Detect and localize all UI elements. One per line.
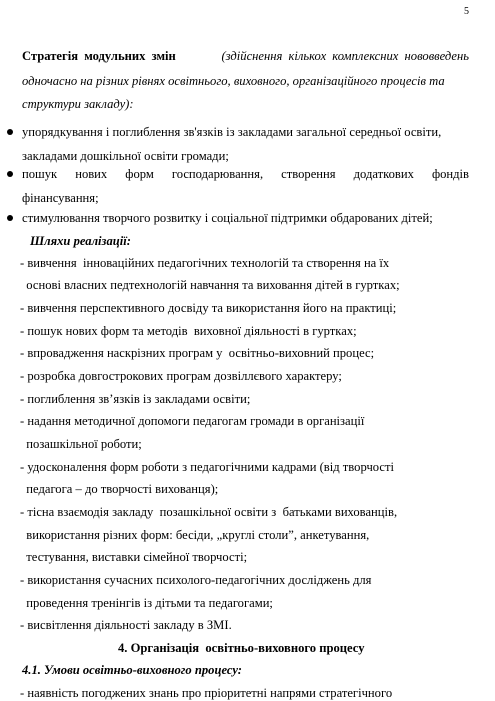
strategy-desc-line-2: одночасно на різних рівнях освітнього, виховного, організаційного процесів та [22, 74, 445, 88]
page-number: 5 [464, 6, 469, 17]
bullet-1-line-1: упорядкування і поглиблення зв'язків із закладами загальної середньої освіти, [22, 125, 442, 139]
ways-line: - використання сучасних психолого-педагогічних досліджень для [20, 573, 372, 587]
word: додаткових [353, 167, 414, 181]
strategy-title: Стратегія модульних змін [22, 49, 176, 63]
ways-line: - вивчення інноваційних педагогічних технологій та створення на їх [20, 256, 390, 270]
ways-line: позашкільної роботи; [20, 437, 142, 451]
ways-line: основі власних педтехнологій навчання та виховання дітей в гуртках; [20, 278, 400, 292]
ways-line: проведення тренінгів із дітьми та педагогами; [20, 596, 273, 610]
section-4-title: 4. Організація освітньо-виховного процесу [118, 641, 365, 655]
ways-line: тестування, виставки сімейної творчості; [20, 550, 248, 564]
ways-heading: Шляхи реалізації: [30, 234, 131, 248]
word: пошук [22, 167, 58, 181]
ways-line: - тісна взаємодія закладу позашкільної освіти з батьками вихованців, [20, 505, 398, 519]
word: фондів [431, 167, 469, 181]
ways-line: - впровадження наскрізних програм у освітньо-виховний процес; [20, 346, 375, 360]
strategy-line-1 [22, 48, 469, 64]
ways-line: - удосконалення форм роботи з педагогічними кадрами (від творчості [20, 460, 394, 474]
bullet-2-line-2: фінансування; [22, 191, 99, 205]
section-4-1-subtitle: 4.1. Умови освітньо-виховного процесу: [22, 663, 242, 677]
ways-line: - розробка довгострокових програм дозвіллєвого характеру; [20, 369, 342, 383]
strategy-desc-line-3: структури закладу): [22, 97, 134, 111]
word: нових [75, 167, 108, 181]
word: створення [281, 167, 336, 181]
bullet-dot-icon [7, 129, 13, 135]
bullet-dot-icon [7, 171, 13, 177]
ways-line: використання різних форм: бесіди, „круглі столи”, анкетування, [20, 528, 370, 542]
ways-line: - висвітлення діяльності закладу в ЗМІ. [20, 618, 232, 632]
word: господарювання, [171, 167, 264, 181]
bullet-1-line-2: закладами дошкільної освіти громади; [22, 149, 229, 163]
ways-line: - вивчення перспективного досвіду та використання його на практиці; [20, 301, 397, 315]
bullet-2-line-1 [22, 166, 469, 182]
ways-line: - пошук нових форм та методів виховної діяльності в гуртках; [20, 324, 357, 338]
ways-line: - поглиблення зв’язків із закладами освіти; [20, 392, 251, 406]
bullet-dot-icon [7, 215, 13, 221]
word: форм [125, 167, 154, 181]
bullet-3-line-1: стимулювання творчого розвитку і соціальної підтримки обдарованих дітей; [22, 211, 433, 225]
ways-line: - надання методичної допомоги педагогам громади в організації [20, 414, 365, 428]
strategy-desc-open: (здійснення кількох комплексних нововведень [221, 49, 469, 63]
ways-line: педагога – до творчості вихованця); [20, 482, 219, 496]
section-4-1-line: - наявність погоджених знань про пріоритетні напрями стратегічного [20, 686, 393, 700]
